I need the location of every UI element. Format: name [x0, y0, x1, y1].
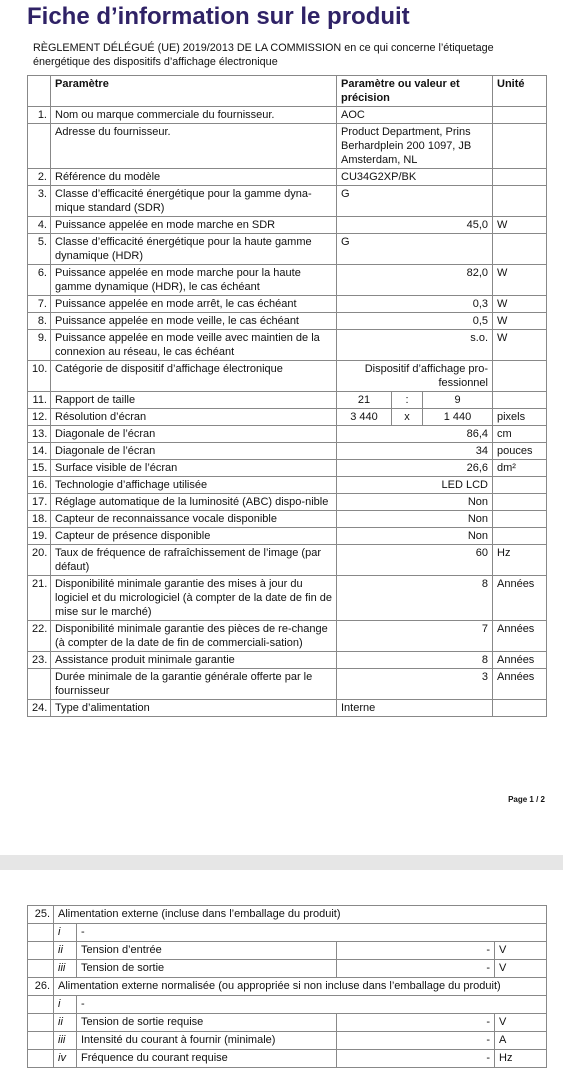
- row-unit: A: [495, 1032, 547, 1050]
- row-label: Diagonale de l’écran: [51, 426, 337, 443]
- table-row: [28, 477, 547, 494]
- row-label: Puissance appelée en mode marche pour la haute gamme dynamique (HDR), le cas échéant: [51, 265, 337, 296]
- row-value: 0,5: [337, 313, 493, 330]
- table-row: [28, 330, 547, 361]
- row-number: 3.: [28, 186, 51, 217]
- table-row: [28, 942, 547, 960]
- row-value: 86,4: [337, 426, 493, 443]
- row-number: 12.: [28, 409, 51, 426]
- table-row: [28, 392, 547, 409]
- row-label: Référence du modèle: [51, 169, 337, 186]
- row-label: Type d’alimentation: [51, 700, 337, 717]
- table-row: [28, 700, 547, 717]
- row-label: Puissance appelée en mode veille avec maintien de la connexion au réseau, le cas échéant: [51, 330, 337, 361]
- row-number: 5.: [28, 234, 51, 265]
- row-separator: :: [392, 392, 423, 409]
- row-number: 17.: [28, 494, 51, 511]
- row-value: 8: [337, 652, 493, 669]
- row-label: -: [77, 924, 547, 942]
- row-value: s.o.: [337, 330, 493, 361]
- table-row: [28, 296, 547, 313]
- row-roman: iii: [54, 1032, 77, 1050]
- table-row: [28, 996, 547, 1014]
- row-unit: dm²: [493, 460, 547, 477]
- page-2: [0, 870, 563, 1070]
- row-unit: W: [493, 296, 547, 313]
- row-value: 8: [337, 576, 493, 621]
- row-value-a: 21: [337, 392, 392, 409]
- row-number: 6.: [28, 265, 51, 296]
- row-value: -: [337, 1032, 495, 1050]
- row-number: 7.: [28, 296, 51, 313]
- row-value: AOC: [337, 107, 493, 124]
- row-unit: Années: [493, 652, 547, 669]
- row-value: 34: [337, 443, 493, 460]
- row-unit: W: [493, 330, 547, 361]
- row-label: Durée minimale de la garantie générale offerte par le fournisseur: [51, 669, 337, 700]
- row-number: 15.: [28, 460, 51, 477]
- table-row: [28, 1050, 547, 1068]
- row-value: -: [337, 1050, 495, 1068]
- table-row: [28, 169, 547, 186]
- row-value: 26,6: [337, 460, 493, 477]
- table-row: [28, 621, 547, 652]
- row-value-b: 9: [423, 392, 493, 409]
- table-row: [28, 443, 547, 460]
- table-row: [28, 924, 547, 942]
- row-number: 9.: [28, 330, 51, 361]
- row-number: 21.: [28, 576, 51, 621]
- table-row: [28, 426, 547, 443]
- row-unit: W: [493, 313, 547, 330]
- row-roman: iii: [54, 960, 77, 978]
- row-value: Non: [337, 494, 493, 511]
- row-unit: Années: [493, 621, 547, 652]
- row-roman: ii: [54, 1014, 77, 1032]
- row-label: Diagonale de l’écran: [51, 443, 337, 460]
- row-number: 16.: [28, 477, 51, 494]
- row-number: 25.: [28, 906, 54, 924]
- row-value: 60: [337, 545, 493, 576]
- row-value: Dispositif d’affichage pro-fessionnel: [337, 361, 493, 392]
- row-value: G: [337, 234, 493, 265]
- table-row: [28, 528, 547, 545]
- table-row: [28, 545, 547, 576]
- table-row: [28, 124, 547, 169]
- row-roman: ii: [54, 942, 77, 960]
- row-value: LED LCD: [337, 477, 493, 494]
- row-value: -: [337, 942, 495, 960]
- row-number: 4.: [28, 217, 51, 234]
- row-value: Non: [337, 528, 493, 545]
- header-param: Paramètre: [51, 76, 337, 107]
- row-label: Capteur de présence disponible: [51, 528, 337, 545]
- row-roman: i: [54, 996, 77, 1014]
- row-value: 7: [337, 621, 493, 652]
- table-header-row: [28, 76, 547, 107]
- table-row: [28, 1014, 547, 1032]
- row-label: Disponibilité minimale garantie des pièces de re-change (à compter de la date de fin de commerciali-sation): [51, 621, 337, 652]
- row-unit: pouces: [493, 443, 547, 460]
- table-row: [28, 217, 547, 234]
- row-number: 19.: [28, 528, 51, 545]
- row-label: Taux de fréquence de rafraîchissement de l’image (par défaut): [51, 545, 337, 576]
- row-number: 2.: [28, 169, 51, 186]
- row-value: 3: [337, 669, 493, 700]
- row-label: Technologie d’affichage utilisée: [51, 477, 337, 494]
- row-label: Disponibilité minimale garantie des mises à jour du logiciel et du micrologiciel (à compter de la date de fin de mise sur le marché): [51, 576, 337, 621]
- table-row: [28, 1032, 547, 1050]
- row-value: 82,0: [337, 265, 493, 296]
- row-label: Rapport de taille: [51, 392, 337, 409]
- row-number: 23.: [28, 652, 51, 669]
- external-power-table: [27, 905, 547, 1068]
- row-label: Nom ou marque commerciale du fournisseur.: [51, 107, 337, 124]
- regulation-intro: RÈGLEMENT DÉLÉGUÉ (UE) 2019/2013 DE LA COMMISSION en ce qui concerne l’étiquetage énergétique des dispositifs d’affichage électronique: [33, 42, 494, 68]
- table-row: [28, 107, 547, 124]
- row-label: Surface visible de l’écran: [51, 460, 337, 477]
- row-number: 18.: [28, 511, 51, 528]
- row-value: -: [337, 1014, 495, 1032]
- table-row: [28, 494, 547, 511]
- page-title: Fiche d’information sur le produit: [27, 3, 410, 30]
- row-value: Non: [337, 511, 493, 528]
- row-value-b: 1 440: [423, 409, 493, 426]
- row-label: Réglage automatique de la luminosité (ABC) dispo-nible: [51, 494, 337, 511]
- row-label: Adresse du fournisseur.: [51, 124, 337, 169]
- row-unit: pixels: [493, 409, 547, 426]
- table-row: [28, 960, 547, 978]
- row-label: Intensité du courant à fournir (minimale): [77, 1032, 337, 1050]
- row-number: 20.: [28, 545, 51, 576]
- product-info-table: [27, 75, 547, 717]
- row-number: 10.: [28, 361, 51, 392]
- row-number: 14.: [28, 443, 51, 460]
- row-label: Tension d’entrée: [77, 942, 337, 960]
- header-unit: Unité: [493, 76, 547, 107]
- row-label: Alimentation externe normalisée (ou appropriée si non incluse dans l’emballage du produit): [54, 978, 547, 996]
- page-number: Page 1 / 2: [508, 795, 545, 804]
- row-value: G: [337, 186, 493, 217]
- row-unit: Hz: [495, 1050, 547, 1068]
- row-label: Classe d’efficacité énergétique pour la gamme dyna-mique standard (SDR): [51, 186, 337, 217]
- row-label: Capteur de reconnaissance vocale disponible: [51, 511, 337, 528]
- row-label: Puissance appelée en mode arrêt, le cas échéant: [51, 296, 337, 313]
- row-number: 8.: [28, 313, 51, 330]
- row-unit: V: [495, 1014, 547, 1032]
- table-row: [28, 409, 547, 426]
- row-roman: iv: [54, 1050, 77, 1068]
- header-value: Paramètre ou valeur et précision: [337, 76, 493, 107]
- row-number: 26.: [28, 978, 54, 996]
- table-row: [28, 234, 547, 265]
- row-label: Fréquence du courant requise: [77, 1050, 337, 1068]
- table-row: [28, 576, 547, 621]
- row-value: -: [337, 960, 495, 978]
- table-row: [28, 265, 547, 296]
- row-number: 22.: [28, 621, 51, 652]
- row-number: 24.: [28, 700, 51, 717]
- page-separator: [0, 855, 563, 870]
- row-unit: Années: [493, 576, 547, 621]
- table-row: [28, 652, 547, 669]
- row-label: Catégorie de dispositif d’affichage électronique: [51, 361, 337, 392]
- table-row: [28, 906, 547, 924]
- row-number: 13.: [28, 426, 51, 443]
- row-number: 11.: [28, 392, 51, 409]
- row-value: Product Department, Prins Berhardplein 200 1097, JB Amsterdam, NL: [337, 124, 493, 169]
- table-row: [28, 186, 547, 217]
- row-label: Puissance appelée en mode veille, le cas échéant: [51, 313, 337, 330]
- row-roman: i: [54, 924, 77, 942]
- table-row: [28, 361, 547, 392]
- row-label: Alimentation externe (incluse dans l’emballage du produit): [54, 906, 547, 924]
- row-label: Classe d’efficacité énergétique pour la haute gamme dynamique (HDR): [51, 234, 337, 265]
- table-row: [28, 511, 547, 528]
- row-separator: x: [392, 409, 423, 426]
- row-unit: Années: [493, 669, 547, 700]
- row-value: CU34G2XP/BK: [337, 169, 493, 186]
- row-label: Résolution d’écran: [51, 409, 337, 426]
- row-label: Assistance produit minimale garantie: [51, 652, 337, 669]
- table-row: [28, 669, 547, 700]
- row-number: 1.: [28, 107, 51, 124]
- table-row: [28, 460, 547, 477]
- row-value: Interne: [337, 700, 493, 717]
- row-label: -: [77, 996, 547, 1014]
- row-label: Puissance appelée en mode marche en SDR: [51, 217, 337, 234]
- row-label: Tension de sortie: [77, 960, 337, 978]
- row-unit: W: [493, 217, 547, 234]
- row-value: 45,0: [337, 217, 493, 234]
- row-unit: cm: [493, 426, 547, 443]
- row-unit: V: [495, 942, 547, 960]
- table-row: [28, 313, 547, 330]
- row-value: 0,3: [337, 296, 493, 313]
- row-unit: Hz: [493, 545, 547, 576]
- row-unit: V: [495, 960, 547, 978]
- row-value-a: 3 440: [337, 409, 392, 426]
- row-unit: W: [493, 265, 547, 296]
- row-label: Tension de sortie requise: [77, 1014, 337, 1032]
- table-row: [28, 978, 547, 996]
